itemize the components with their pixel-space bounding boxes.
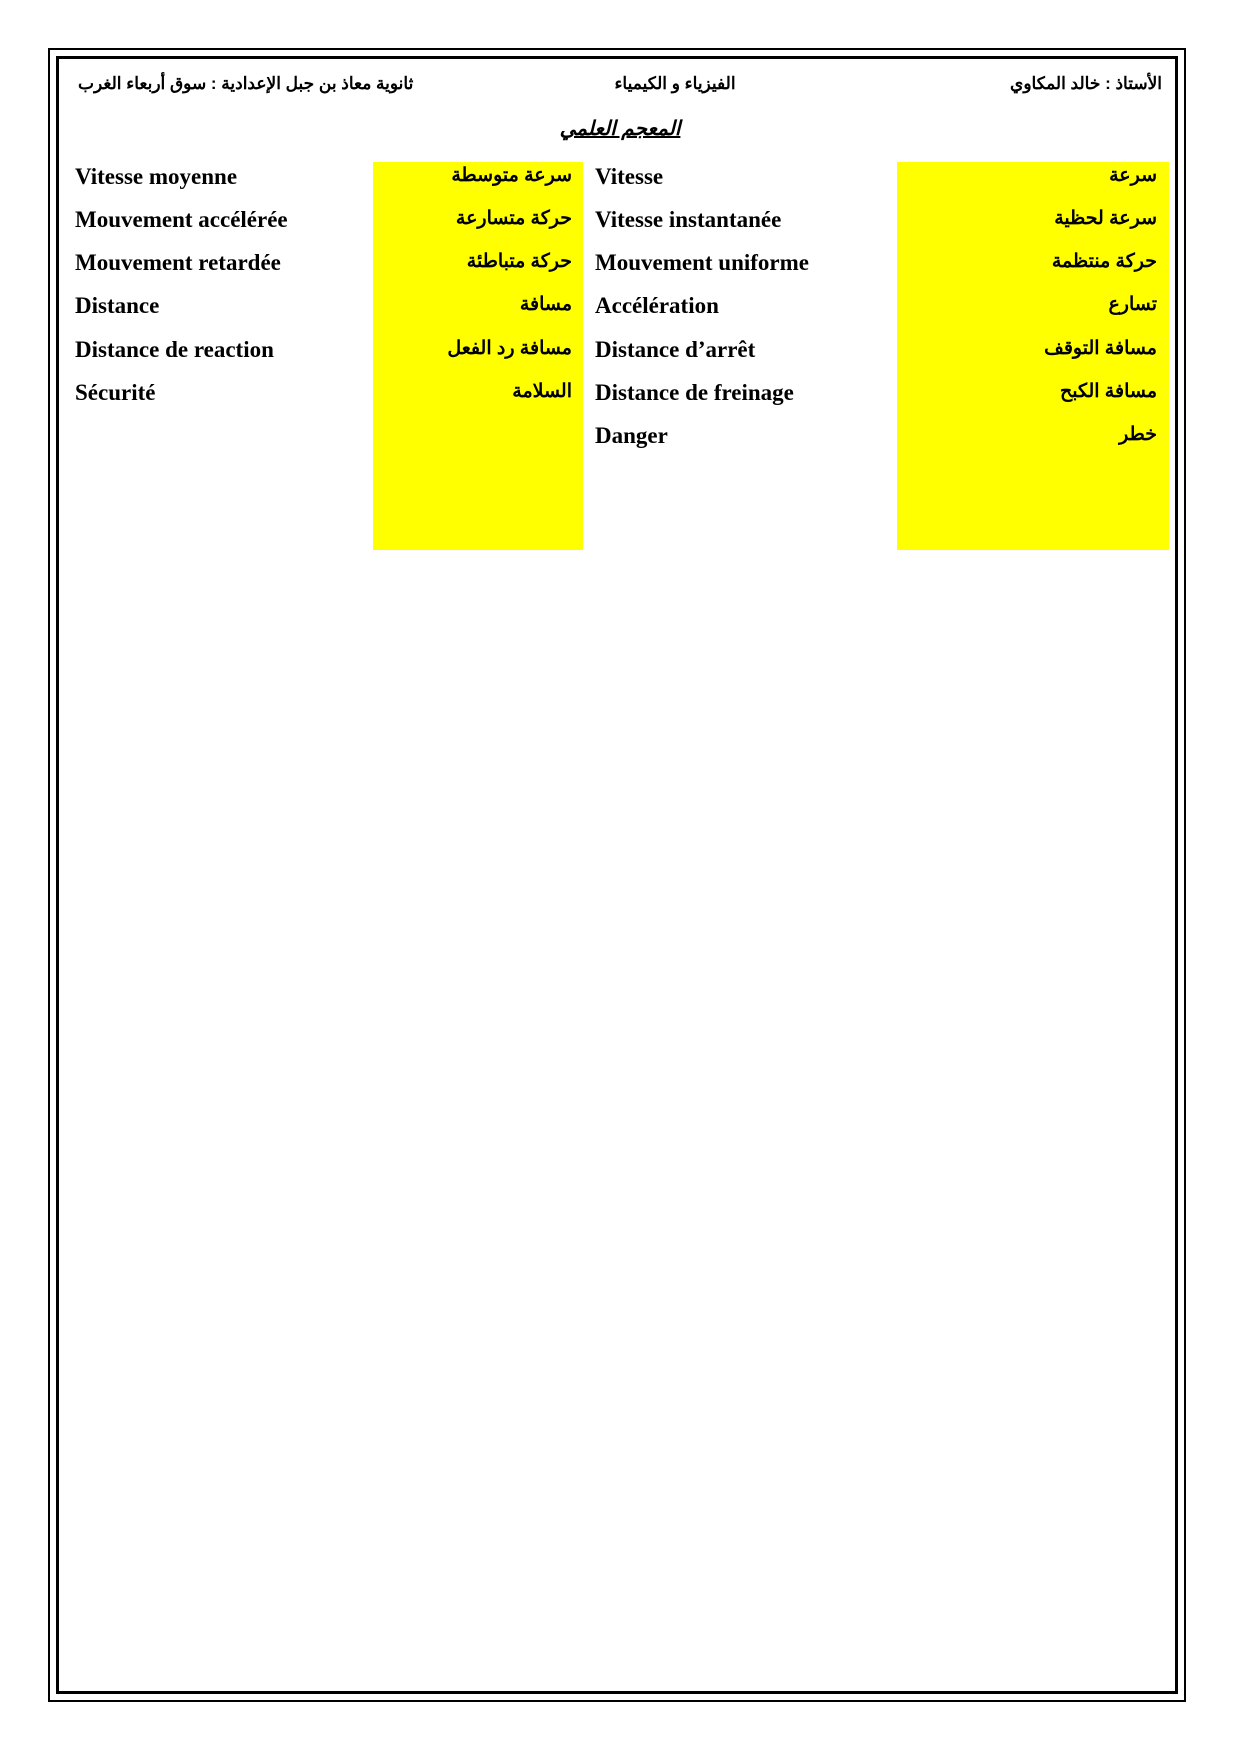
term-fr: Distance de freinage [595,380,794,405]
term-ar: مسافة التوقف [1044,338,1157,359]
term-fr: Mouvement retardée [75,250,281,275]
term-fr: Vitesse [595,164,664,189]
term-ar: خطر [1119,424,1157,445]
term-fr: Distance d’arrêt [595,337,756,362]
term-ar: سرعة [1109,165,1157,186]
term-ar: مسافة [519,294,572,315]
page-title: المعجم العلمي [559,118,681,140]
term-fr: Mouvement accélérée [75,207,288,232]
term-fr: Vitesse instantanée [595,207,782,232]
term-ar: السلامة [512,381,572,402]
term-ar: سرعة متوسطة [451,165,572,186]
term-ar: حركة متباطئة [466,251,572,272]
term-fr: Vitesse moyenne [75,164,238,189]
term-fr: Accélération [595,293,719,318]
term-ar: تسارع [1108,294,1157,315]
term-fr: Distance de reaction [75,337,274,362]
subject-name: الفيزياء و الكيمياء [614,74,736,93]
term-ar: حركة متسارعة [455,208,572,229]
term-ar: مسافة الكبح [1059,381,1157,402]
term-fr: Sécurité [75,380,156,405]
term-fr: Mouvement uniforme [595,250,809,275]
term-fr: Danger [595,423,668,448]
term-fr: Distance [75,293,160,318]
teacher-name: الأستاذ : خالد المكاوي [1010,74,1162,93]
term-ar: حركة منتظمة [1051,251,1157,272]
term-ar: مسافة رد الفعل [447,338,572,359]
school-name: ثانوية معاذ بن جبل الإعدادية : سوق أربعاء الغرب [78,74,414,93]
term-ar: سرعة لحظية [1054,208,1157,229]
